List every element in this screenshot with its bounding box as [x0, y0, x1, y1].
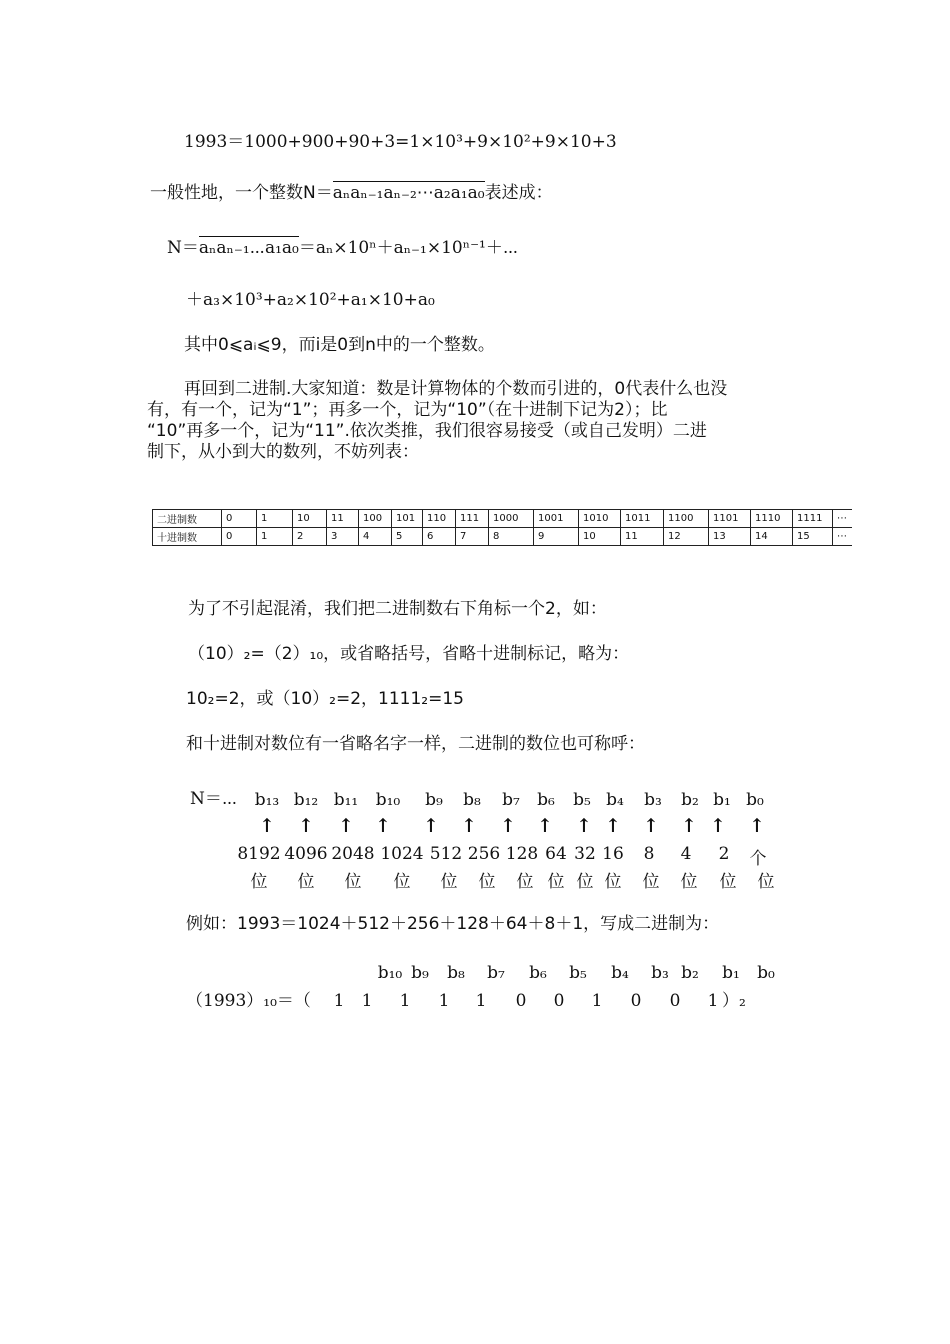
table-cell: 0 — [222, 510, 257, 528]
table-cell: 1100 — [664, 510, 709, 528]
bit-label: b₃ — [644, 790, 662, 810]
table-cell: 2 — [293, 528, 327, 546]
up-arrow-icon: ↑ — [749, 815, 765, 837]
unit-label: 位 — [393, 872, 411, 892]
place-value: 4 — [680, 844, 692, 864]
table-cell: 9 — [534, 528, 579, 546]
bit-label: b₇ — [487, 963, 505, 983]
place-value: 16 — [602, 844, 624, 864]
bit-label: b₇ — [502, 790, 520, 810]
paragraph-line: 再回到二进制.大家知道：数是计算物体的个数而引进的，0代表什么也没 — [184, 379, 728, 399]
binary-digit: 0 — [515, 991, 527, 1011]
binary-digit: 1 — [361, 991, 373, 1011]
up-arrow-icon: ↑ — [537, 815, 553, 837]
bit-label: b₁ — [722, 963, 740, 983]
binary-decimal-table — [152, 509, 852, 546]
table-cell: 10 — [579, 528, 621, 546]
bit-label: b₉ — [425, 790, 443, 810]
binary-row — [153, 510, 853, 528]
binary-intro-paragraph — [147, 379, 727, 463]
table-cell: 14 — [751, 528, 793, 546]
bit-label: b₄ — [611, 963, 629, 983]
binary-digit: 0 — [553, 991, 565, 1011]
table-cell: 11 — [327, 510, 359, 528]
general-statement — [150, 183, 553, 204]
bit-label: b₆ — [529, 963, 547, 983]
conversion-rhs: ）₂ — [722, 991, 746, 1011]
table-cell: ⋯ — [833, 510, 853, 528]
table-cell: 100 — [359, 510, 392, 528]
table-cell: 1000 — [489, 510, 534, 528]
place-value: 128 — [505, 844, 539, 864]
formula-lhs: N＝ — [167, 238, 199, 258]
bit-label: b₆ — [537, 790, 555, 810]
bit-label: b₂ — [681, 790, 699, 810]
up-arrow-icon: ↑ — [710, 815, 726, 837]
paragraph-line: 有，有一个，记为“1”；再多一个，记为“10”（在十进制下记为2）；比 — [147, 400, 668, 420]
paragraph-line: “10”再多一个，记为“11”.依次类推，我们很容易接受（或自己发明）二进 — [147, 421, 707, 441]
up-arrow-icon: ↑ — [500, 815, 516, 837]
table-cell: 6 — [423, 528, 456, 546]
formula-digits: aₙaₙ₋₁⋯a₁a₀ — [198, 238, 299, 258]
general-prefix: 一般性地，一个整数N＝ — [150, 183, 333, 203]
example-equivalence: （10）₂=（2）₁₀，或省略括号，省略十进制标记，略为： — [188, 644, 630, 664]
unit-label: 位 — [680, 872, 698, 892]
unit-label: 位 — [478, 872, 496, 892]
place-value: 64 — [545, 844, 567, 864]
table-cell: 7 — [456, 528, 489, 546]
binary-row-label: 二进制数 — [153, 510, 222, 528]
binary-digit: 1 — [591, 991, 603, 1011]
bit-label: b₀ — [757, 963, 775, 983]
binary-digit: 0 — [630, 991, 642, 1011]
up-arrow-icon: ↑ — [375, 815, 391, 837]
bit-label: b₁₀ — [375, 790, 401, 810]
bit-label: b₄ — [606, 790, 624, 810]
up-arrow-icon: ↑ — [643, 815, 659, 837]
general-digits: aₙaₙ₋₁aₙ₋₂⋯a₂a₁a₀ — [332, 183, 485, 203]
example-intro: 例如：1993＝1024＋512＋256＋128＋64＋8＋1，写成二进制为： — [186, 914, 720, 934]
table-cell: ⋯ — [833, 528, 853, 546]
table-cell: 13 — [709, 528, 751, 546]
table-cell: 3 — [327, 528, 359, 546]
up-arrow-icon: ↑ — [298, 815, 314, 837]
table-cell: 1 — [257, 528, 293, 546]
binary-digit: 1 — [333, 991, 345, 1011]
paragraph-line: 制下，从小到大的数列，不妨列表： — [147, 442, 419, 462]
bit-label: b₅ — [569, 963, 587, 983]
place-value: 2048 — [331, 844, 375, 864]
expansion-formula-continued: ＋a₃×10³+a₂×10²+a₁×10+a₀ — [186, 290, 435, 310]
table-cell: 12 — [664, 528, 709, 546]
table-cell: 111 — [456, 510, 489, 528]
conversion-lhs: （1993）₁₀＝（ — [186, 991, 311, 1011]
unit-label: 位 — [719, 872, 737, 892]
table-cell: 8 — [489, 528, 534, 546]
unit-label: 位 — [344, 872, 362, 892]
place-value: 512 — [429, 844, 463, 864]
table-cell: 0 — [222, 528, 257, 546]
binary-digit: 1 — [707, 991, 719, 1011]
bit-label: b₈ — [463, 790, 481, 810]
general-suffix: 表述成： — [484, 183, 553, 203]
bit-label: b₁₀ — [377, 963, 403, 983]
table-cell: 1011 — [621, 510, 664, 528]
place-value: 32 — [574, 844, 596, 864]
table-cell: 11 — [621, 528, 664, 546]
up-arrow-icon: ↑ — [338, 815, 354, 837]
bit-label: b₁₃ — [254, 790, 280, 810]
unit-label: 位 — [440, 872, 458, 892]
formula-rhs: ＝aₙ×10ⁿ＋aₙ₋₁×10ⁿ⁻¹＋⋯ — [298, 238, 519, 258]
unit-label: 位 — [576, 872, 594, 892]
table-cell: 1010 — [579, 510, 621, 528]
up-arrow-icon: ↑ — [423, 815, 439, 837]
table-cell: 101 — [392, 510, 423, 528]
digit-names-intro: 和十进制对数位有一省略名字一样，二进制的数位也可称呼： — [186, 734, 645, 754]
place-value: 2 — [718, 844, 730, 864]
expansion-formula — [167, 238, 518, 259]
bit-label: b₁ — [713, 790, 731, 810]
unit-label: 位 — [642, 872, 660, 892]
table-cell: 15 — [793, 528, 833, 546]
unit-label: 位 — [757, 872, 775, 892]
table-cell: 1111 — [793, 510, 833, 528]
table-cell: 1110 — [751, 510, 793, 528]
table-cell: 4 — [359, 528, 392, 546]
condition-line: 其中0⩽aᵢ⩽9，而i是0到n中的一个整数。 — [184, 335, 495, 355]
unit-label: 位 — [547, 872, 565, 892]
place-value: 个 — [749, 849, 767, 869]
decimal-row-label: 十进制数 — [153, 528, 222, 546]
bit-label: b₃ — [651, 963, 669, 983]
decimal-expansion-line: 1993＝1000+900+90+3=1×10³+9×10²+9×10+3 — [184, 132, 617, 152]
place-lead: N＝⋯ — [190, 789, 238, 809]
table-cell: 1101 — [709, 510, 751, 528]
unit-label: 位 — [250, 872, 268, 892]
bit-label: b₁₁ — [333, 790, 359, 810]
up-arrow-icon: ↑ — [576, 815, 592, 837]
place-value: 8 — [643, 844, 655, 864]
binary-digit: 1 — [438, 991, 450, 1011]
binary-digit: 1 — [475, 991, 487, 1011]
bit-label: b₂ — [681, 963, 699, 983]
up-arrow-icon: ↑ — [681, 815, 697, 837]
bit-label: b₀ — [746, 790, 764, 810]
binary-digit: 0 — [669, 991, 681, 1011]
bit-label: b₈ — [447, 963, 465, 983]
unit-label: 位 — [604, 872, 622, 892]
table-cell: 10 — [293, 510, 327, 528]
table-cell: 5 — [392, 528, 423, 546]
place-value: 4096 — [284, 844, 328, 864]
table-cell: 1001 — [534, 510, 579, 528]
place-value: 256 — [467, 844, 501, 864]
table-cell: 110 — [423, 510, 456, 528]
example-shorthand: 10₂=2，或（10）₂=2，1111₂=15 — [186, 689, 464, 709]
bit-label: b₅ — [573, 790, 591, 810]
binary-digit: 1 — [399, 991, 411, 1011]
bit-label: b₁₂ — [293, 790, 319, 810]
up-arrow-icon: ↑ — [461, 815, 477, 837]
unit-label: 位 — [516, 872, 534, 892]
table-cell: 1 — [257, 510, 293, 528]
decimal-row — [153, 528, 853, 546]
place-value: 8192 — [237, 844, 281, 864]
bit-label: b₉ — [411, 963, 429, 983]
up-arrow-icon: ↑ — [605, 815, 621, 837]
unit-label: 位 — [297, 872, 315, 892]
place-value: 1024 — [380, 844, 424, 864]
up-arrow-icon: ↑ — [259, 815, 275, 837]
subscript-note: 为了不引起混淆，我们把二进制数右下角标一个2，如： — [188, 599, 607, 619]
